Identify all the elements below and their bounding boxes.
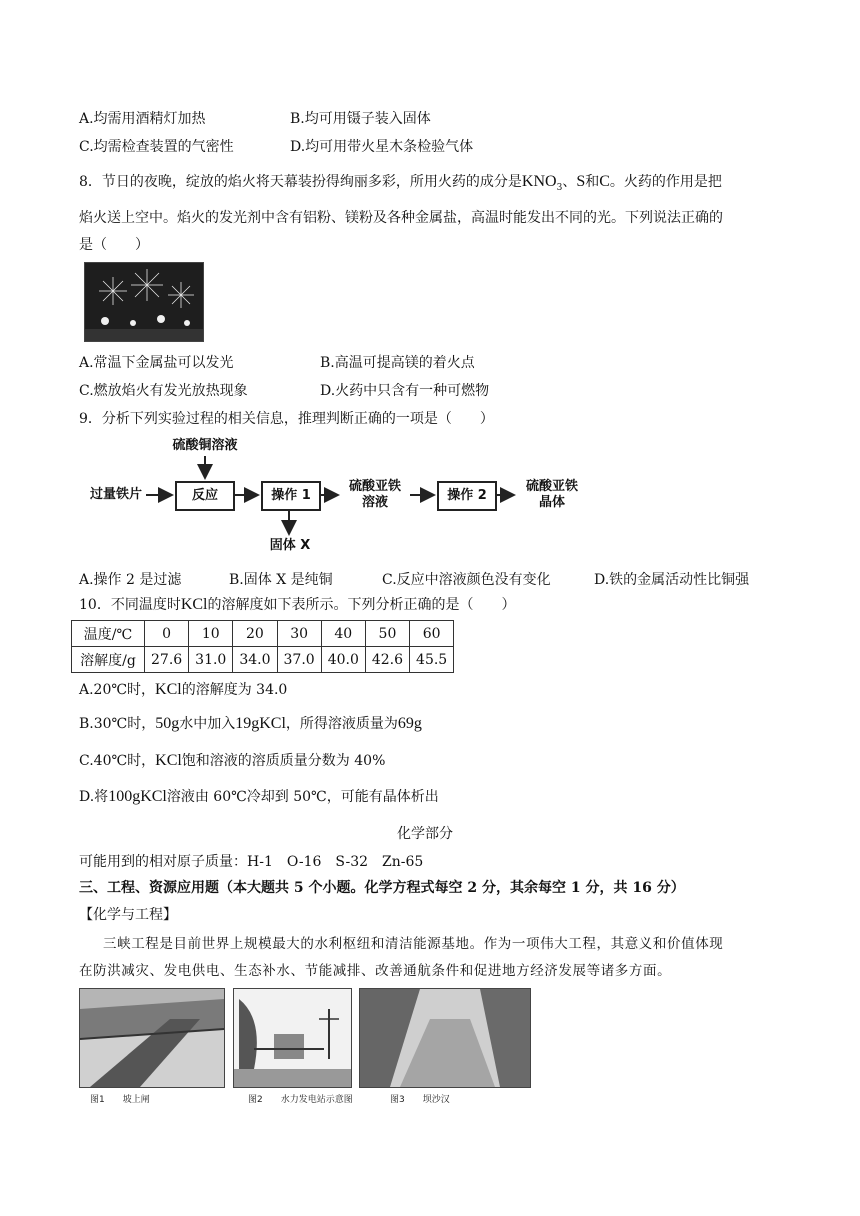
table-cell: 60 bbox=[410, 621, 454, 647]
q10-option-a: A.20℃时，KCl的溶解度为 34.0 bbox=[79, 681, 288, 698]
q9-option-d: D.铁的金属活动性比铜强 bbox=[594, 572, 750, 588]
figure-3-caption: 图3 坝沙汉 bbox=[390, 1095, 450, 1105]
flow-arrows bbox=[0, 0, 860, 600]
flow-box-reaction: 反应 bbox=[175, 481, 235, 511]
table-cell: 20 bbox=[233, 621, 277, 647]
table-cell: 0 bbox=[145, 621, 189, 647]
flow-end: 硫酸亚铁 晶体 bbox=[525, 479, 578, 510]
flow-start: 过量铁片 bbox=[89, 487, 142, 502]
subheading-chem-engineering: 【化学与工程】 bbox=[79, 907, 177, 923]
table-row-solubility bbox=[72, 647, 454, 673]
table-header-temp: 温度/℃ bbox=[72, 621, 145, 647]
table-cell: 10 bbox=[189, 621, 233, 647]
q8-option-c: C.燃放焰火有发光放热现象 bbox=[79, 383, 248, 399]
table-cell: 40 bbox=[321, 621, 365, 647]
figure-2-diagram bbox=[233, 988, 352, 1088]
q8-option-b: B.高温可提高镁的着火点 bbox=[320, 355, 475, 371]
q9-stem: 9．分析下列实验过程的相关信息，推理判断正确的一项是（ ） bbox=[79, 411, 494, 427]
q9-option-a: A.操作 2 是过滤 bbox=[79, 572, 182, 588]
flow-box-op2: 操作 2 bbox=[437, 481, 497, 511]
solubility-table bbox=[71, 620, 454, 673]
table-row-temperature bbox=[72, 621, 454, 647]
figure-1-photo bbox=[79, 988, 225, 1088]
q10-option-c: C.40℃时，KCl饱和溶液的溶质质量分数为 40% bbox=[79, 752, 386, 769]
q8-option-a: A.常温下金属盐可以发光 bbox=[79, 355, 234, 371]
q9-option-c: C.反应中溶液颜色没有变化 bbox=[382, 572, 551, 588]
table-header-solubility: 溶解度/g bbox=[72, 647, 145, 673]
figure-2-caption: 图2 水力发电站示意图 bbox=[248, 1095, 353, 1105]
flow-solid: 固体 X bbox=[269, 538, 311, 553]
q8-option-d: D.火药中只含有一种可燃物 bbox=[320, 383, 490, 399]
q8-line2: 焰火送上空中。焰火的发光剂中含有铝粉、镁粉及各种金属盐，高温时能发出不同的光。下列说法正确的 bbox=[79, 210, 723, 226]
q10-option-d: D.将100gKCl溶液由 60℃冷却到 50℃，可能有晶体析出 bbox=[79, 788, 439, 805]
section-3-heading: 三、工程、资源应用题（本大题共 5 个小题。化学方程式每空 2 分，其余每空 1 分，共 16 分） bbox=[79, 880, 685, 896]
flow-input-top: 硫酸铜溶液 bbox=[172, 438, 238, 453]
table-cell: 30 bbox=[277, 621, 321, 647]
table-cell: 42.6 bbox=[365, 647, 409, 673]
three-gorges-para-line1: 三峡工程是目前世界上规模最大的水利枢纽和清洁能源基地。作为一项伟大工程，其意义和价值体现 bbox=[103, 936, 724, 952]
q10-option-b: B.30℃时，50g水中加入19gKCl，所得溶液质量为69g bbox=[79, 715, 422, 732]
figure-3-photo bbox=[359, 988, 531, 1088]
table-cell: 27.6 bbox=[145, 647, 189, 673]
table-cell: 37.0 bbox=[277, 647, 321, 673]
q7-option-c: C.均需检查装置的气密性 bbox=[79, 139, 234, 155]
chem-part-title: 化学部分 bbox=[397, 826, 453, 842]
table-cell: 40.0 bbox=[321, 647, 365, 673]
table-cell: 45.5 bbox=[410, 647, 454, 673]
q8-line3: 是（ ） bbox=[79, 237, 149, 253]
q7-option-a: A.均需用酒精灯加热 bbox=[79, 111, 206, 127]
q10-stem: 10．不同温度时KCl的溶解度如下表所示。下列分析正确的是（ ） bbox=[79, 596, 516, 613]
flow-box-op1: 操作 1 bbox=[261, 481, 321, 511]
q7-option-b: B.均可用镊子装入固体 bbox=[290, 111, 431, 127]
table-cell: 34.0 bbox=[233, 647, 277, 673]
q8-line1: 8．节日的夜晚，绽放的焰火将天幕装扮得绚丽多彩，所用火药的成分是$KNO_3$、S和C。火药的作用是把 bbox=[79, 173, 722, 193]
table-cell: 50 bbox=[365, 621, 409, 647]
q9-option-b: B.固体 X 是纯铜 bbox=[229, 572, 333, 588]
three-gorges-para-line2: 在防洪减灾、发电供电、生态补水、节能减排、改善通航条件和促进地方经济发展等诸多方面。 bbox=[79, 963, 672, 979]
figure-1-caption: 图1 坡上闸 bbox=[90, 1095, 150, 1105]
q7-option-d: D.均可用带火星木条检验气体 bbox=[290, 139, 474, 155]
atomic-masses: 可能用到的相对原子质量：H-1 O-16 S-32 Zn-65 bbox=[79, 854, 424, 870]
table-cell: 31.0 bbox=[189, 647, 233, 673]
flow-mid: 硫酸亚铁 溶液 bbox=[348, 479, 401, 510]
